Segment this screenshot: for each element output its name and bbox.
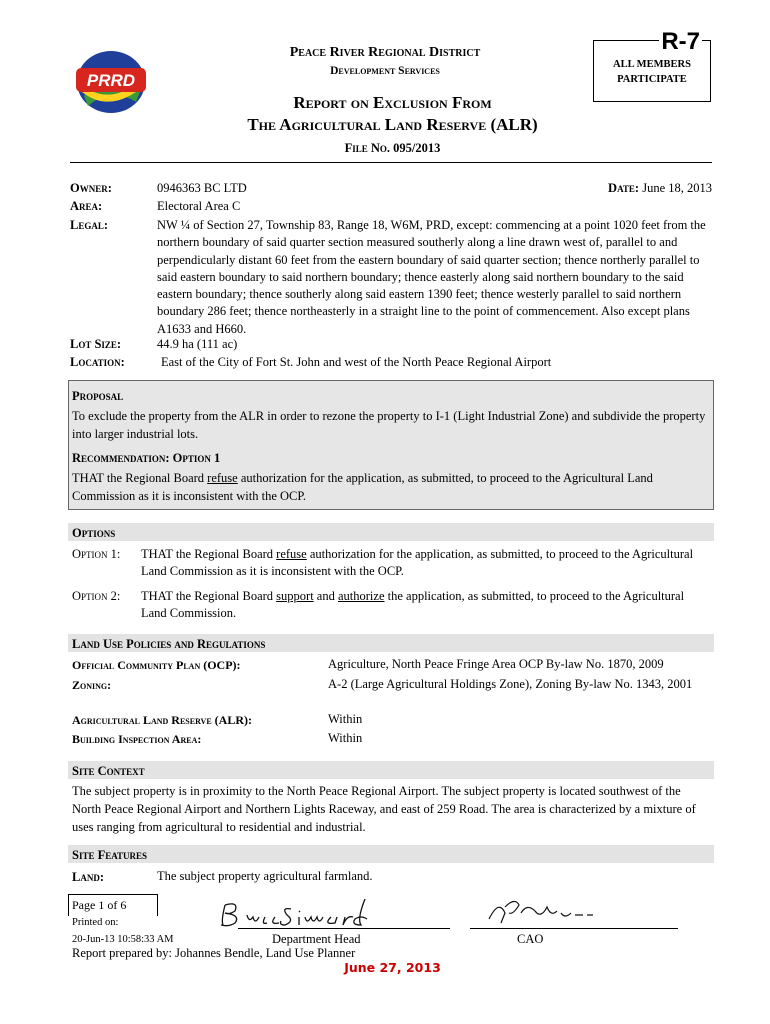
zoning-value: A-2 (Large Agricultural Holdings Zone), Zoning By-law No. 1343, 2001 (328, 677, 693, 691)
site-context-heading-bar (68, 761, 714, 779)
date-value: June 18, 2013 (642, 181, 712, 195)
logo-text: PRRD (86, 71, 136, 90)
report-title-line-1: Report on Exclusion From (293, 93, 492, 112)
department-name: Development Services (330, 65, 440, 77)
cao-signature-line (470, 928, 678, 929)
option-1-label: Option 1: (72, 547, 121, 561)
owner-label: Owner: (70, 181, 112, 195)
page-number: Page 1 of 6 (72, 898, 127, 912)
site-context-heading: Site Context (72, 764, 145, 778)
legal-description: NW ¼ of Section 27, Township 83, Range 18, W6M, PRD, except: commencing at a point 1020 feet from the northern boundary of said quarter section measured southerly along a line drawn west of, parallel to and perpendicularly distant 60 feet from the eastern boundary of said quarter section; thence northerly parallel to said eastern boundary to said northern boundary; thence easterly along said northern boundary to the said eastern boundary; thence southerly along said eastern 1390 feet; thence westerly parallel to said northern boundary 286 feet; thence northeasterly in a straight line to the point of commencement. Also except plans A1633 and H660. (157, 218, 706, 336)
recommendation-post: authorization for the application, as submitted, to proceed to the Agricultural Land Commission as it is inconsistent with the OCP. (72, 471, 653, 503)
option-2-post: the application, as submitted, to proceed to the Agricultural Land Commission. (141, 589, 685, 620)
option-2-support: support (276, 589, 314, 603)
department-head-signature-line (238, 928, 450, 929)
department-head-label: Department Head (272, 932, 361, 946)
cao-signature (475, 893, 605, 927)
land-label: Land: (72, 870, 104, 884)
printed-date: 20-Jun-13 10:58:33 AM (72, 934, 174, 945)
options-heading: Options (72, 526, 116, 540)
alr-value: Within (328, 712, 363, 726)
owner-value: 0946363 BC LTD (157, 181, 247, 195)
participation-line-1: ALL MEMBERS (613, 59, 691, 70)
header-divider (70, 162, 712, 163)
printed-on-label: Printed on: (72, 917, 119, 928)
site-context-text: The subject property is in proximity to the North Peace Regional Airport. The subject property is located southwest of the North Peace Regional Airport and Northern Lights Raceway, and east of 259 Road. The area is characterized by a mixture of uses ranging from agricultural to residential and industrial. (72, 784, 696, 834)
option-1-text (141, 546, 711, 580)
area-label: Area: (70, 199, 103, 213)
zoning-label: Zoning: (72, 678, 112, 692)
participation-note (594, 57, 710, 87)
proposal-heading: Proposal (72, 389, 124, 403)
option-2-mid: and (313, 589, 338, 603)
recommendation-refuse: refuse (207, 471, 238, 485)
location-value: East of the City of Fort St. John and west of the North Peace Regional Airport (161, 355, 552, 369)
option-2-pre: THAT the Regional Board (141, 589, 277, 603)
recommendation-heading: Recommendation: Option 1 (72, 451, 221, 465)
option-1-post: authorization for the application, as submitted, to proceed to the Agricultural Land Commission as it is inconsistent with the OCP. (141, 547, 694, 578)
building-inspection-label: Building Inspection Area: (72, 732, 202, 746)
recommendation-text (72, 469, 712, 505)
report-date (608, 180, 712, 197)
building-inspection-value: Within (328, 731, 363, 745)
option-1-refuse: refuse (276, 547, 307, 561)
cao-label: CAO (517, 932, 544, 946)
location-label: Location: (70, 355, 125, 369)
file-number: File No. 095/2013 (344, 141, 441, 155)
ocp-label: Official Community Plan (OCP): (72, 658, 241, 672)
site-features-heading: Site Features (72, 848, 148, 862)
proposal-text: To exclude the property from the ALR in order to rezone the property to I-1 (Light Industrial Zone) and subdivide the property into larger industrial lots. (72, 409, 706, 441)
date-label: Date: (608, 181, 640, 195)
recommendation-pre: THAT the Regional Board (72, 471, 208, 485)
option-2-text (141, 588, 711, 622)
alr-label: Agricultural Land Reserve (ALR): (72, 713, 252, 727)
option-2-label: Option 2: (72, 589, 121, 603)
report-title-line-2: The Agricultural Land Reserve (ALR) (247, 115, 538, 134)
ocp-value: Agriculture, North Peace Fringe Area OCP By-law No. 1870, 2009 (328, 657, 664, 671)
organization-name: Peace River Regional District (289, 45, 481, 60)
site-features-heading-bar (68, 845, 714, 863)
land-value: The subject property agricultural farmland. (157, 869, 373, 883)
policies-heading: Land Use Policies and Regulations (72, 637, 266, 651)
report-number: R-7 (661, 28, 700, 55)
stamp-date: June 27, 2013 (344, 960, 441, 975)
participation-line-2: PARTICIPATE (617, 74, 687, 85)
lot-size-label: Lot Size: (70, 337, 122, 351)
area-value: Electoral Area C (157, 199, 241, 213)
option-2-authorize: authorize (337, 589, 385, 603)
options-heading-bar (68, 523, 714, 541)
legal-label: Legal: (70, 218, 109, 232)
option-1-pre: THAT the Regional Board (141, 547, 277, 561)
lot-size-value: 44.9 ha (111 ac) (157, 337, 238, 351)
report-title (0, 92, 770, 136)
department-head-signature (195, 895, 395, 931)
prepared-by: Report prepared by: Johannes Bendle, Land Use Planner (72, 946, 356, 960)
